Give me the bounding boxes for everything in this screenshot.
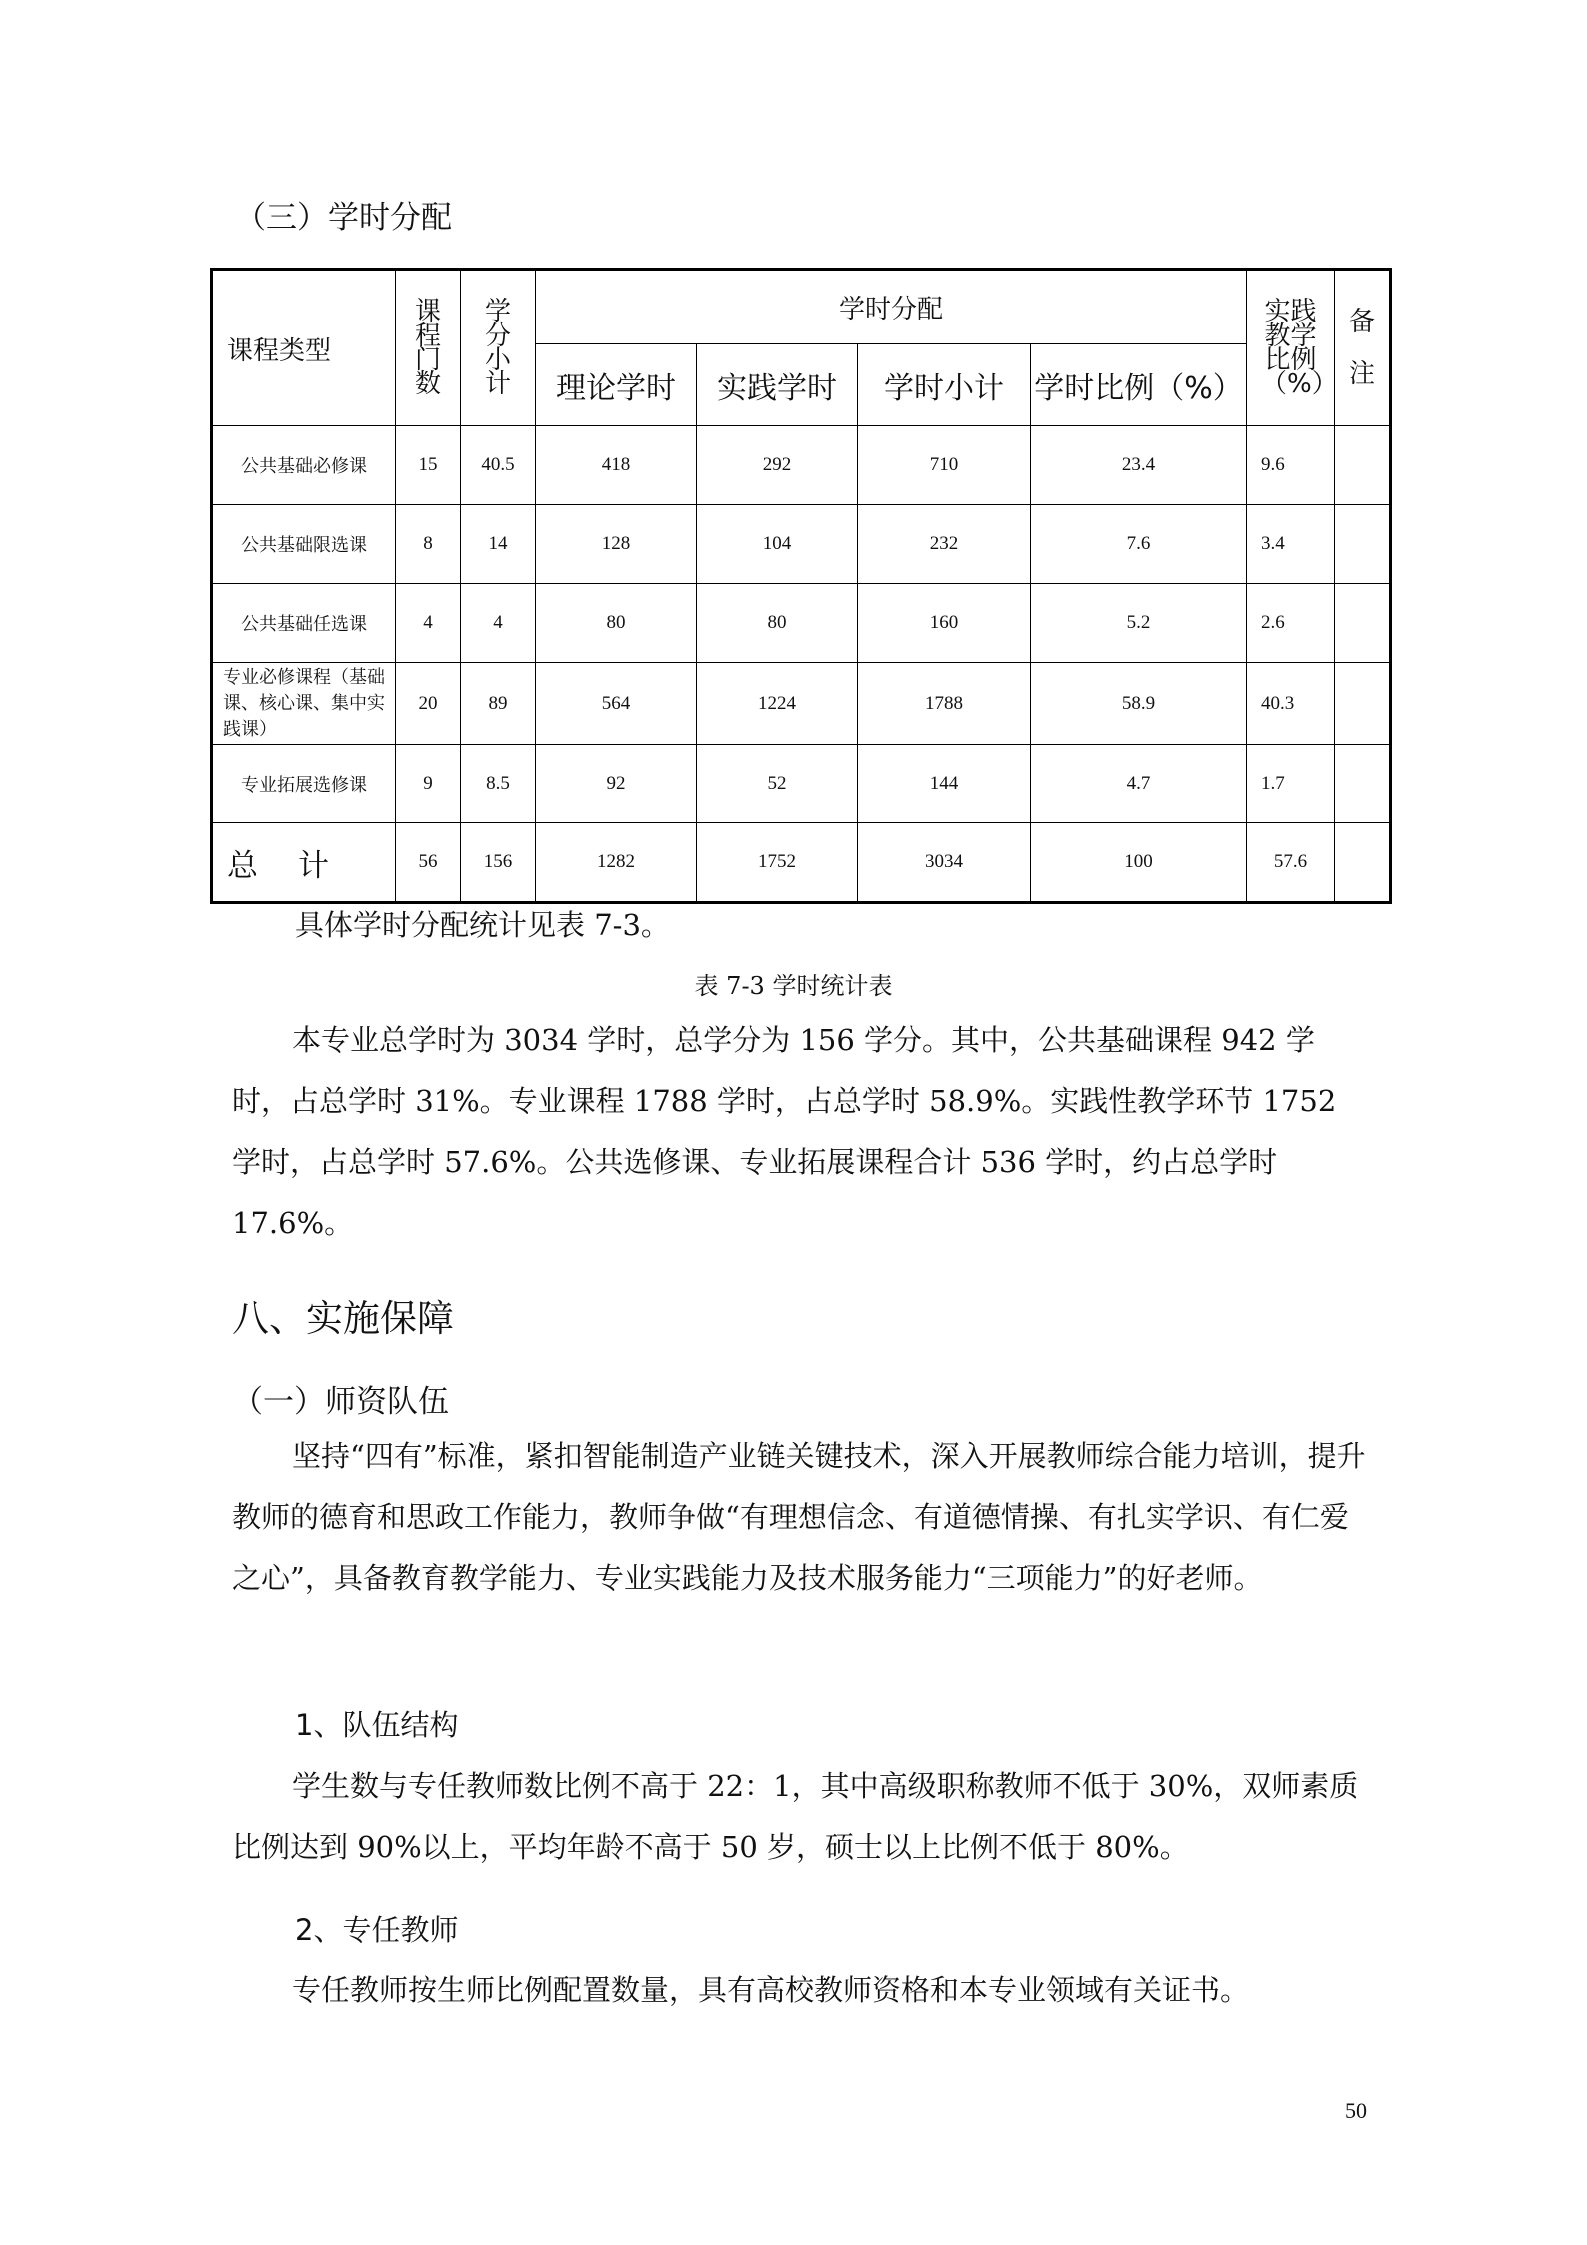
row-count: 20: [396, 663, 461, 745]
header-theory-hours: 理论学时: [536, 344, 697, 426]
total-remark: [1335, 823, 1391, 903]
total-credits: 156: [461, 823, 536, 903]
row-practice: 52: [697, 745, 858, 823]
page-number: 50: [1345, 2098, 1367, 2123]
row-ratio: 4.7: [1031, 745, 1247, 823]
summary-paragraph: 本专业总学时为 3034 学时，总学分为 156 学分。其中，公共基础课程 942 学时，占总学时 31%。专业课程 1788 学时，占总学时 58.9%。实践性教学环节 1752 学时，占总学时 57.6%。公共选修课、专业拓展课程合计 536 学时，约占总学时 17.6%。: [232, 1023, 1337, 1240]
row-theory: 92: [536, 745, 697, 823]
row-name: 公共基础必修课: [212, 426, 396, 505]
header-practice-ratio: 实践教学比例（%）: [1247, 270, 1335, 426]
row-practice: 80: [697, 584, 858, 663]
table-row: [212, 584, 1391, 663]
row-remark: [1335, 426, 1391, 505]
row-count: 8: [396, 505, 461, 584]
row-name: 专业必修课程（基础课、核心课、集中实践课）: [212, 663, 396, 745]
total-count: 56: [396, 823, 461, 903]
note-after-table: 具体学时分配统计见表 7-3。: [295, 908, 670, 942]
row-remark: [1335, 663, 1391, 745]
row-count: 4: [396, 584, 461, 663]
row-credits: 40.5: [461, 426, 536, 505]
hours-table: [210, 268, 1392, 904]
row-remark: [1335, 505, 1391, 584]
header-hours-ratio: 学时比例（%）: [1031, 344, 1247, 426]
row-count: 9: [396, 745, 461, 823]
subsection-heading: （一）师资队伍: [232, 1384, 449, 1420]
row-subtotal: 1788: [858, 663, 1031, 745]
row-ratio: 5.2: [1031, 584, 1247, 663]
item1-paragraph: 学生数与专任教师数比例不高于 22：1，其中高级职称教师不低于 30%，双师素质比例达到 90%以上，平均年龄不高于 50 岁，硕士以上比例不低于 80%。: [232, 1769, 1359, 1864]
table-row: [212, 426, 1391, 505]
row-credits: 14: [461, 505, 536, 584]
total-row: [212, 823, 1391, 903]
row-credits: 89: [461, 663, 536, 745]
chapter-heading: 八、实施保障: [232, 1297, 454, 1340]
row-remark: [1335, 584, 1391, 663]
total-ratio: 100: [1031, 823, 1247, 903]
row-ratio: 7.6: [1031, 505, 1247, 584]
item2-heading: 2、专任教师: [295, 1913, 459, 1947]
row-theory: 418: [536, 426, 697, 505]
section-heading: （三）学时分配: [235, 200, 452, 236]
row-subtotal: 232: [858, 505, 1031, 584]
header-course-count: 课程门数: [396, 270, 461, 426]
header-course-type: 课程类型: [212, 270, 396, 426]
header-hours-distribution: 学时分配: [536, 270, 1247, 344]
row-theory: 80: [536, 584, 697, 663]
row-name: 公共基础任选课: [212, 584, 396, 663]
row-name: 公共基础限选课: [212, 505, 396, 584]
header-hours-subtotal: 学时小计: [858, 344, 1031, 426]
header-remarks: 备注: [1335, 270, 1391, 426]
row-practice: 104: [697, 505, 858, 584]
total-name: 总计: [212, 823, 396, 903]
row-practice-ratio: 9.6: [1247, 426, 1335, 505]
item1-heading: 1、队伍结构: [295, 1708, 459, 1742]
table-row: [212, 745, 1391, 823]
table-row: [212, 505, 1391, 584]
row-ratio: 58.9: [1031, 663, 1247, 745]
row-theory: 564: [536, 663, 697, 745]
teachers-paragraph: 坚持“四有”标准，紧扣智能制造产业链关键技术，深入开展教师综合能力培训，提升教师的德育和思政工作能力，教师争做“有理想信念、有道德情操、有扎实学识、有仁爱之心”，具备教育教学能力、专业实践能力及技术服务能力“三项能力”的好老师。: [232, 1439, 1366, 1595]
row-ratio: 23.4: [1031, 426, 1247, 505]
row-practice-ratio: 1.7: [1247, 745, 1335, 823]
row-practice: 1224: [697, 663, 858, 745]
row-subtotal: 144: [858, 745, 1031, 823]
header-practice-hours: 实践学时: [697, 344, 858, 426]
row-subtotal: 710: [858, 426, 1031, 505]
total-practice: 1752: [697, 823, 858, 903]
row-practice-ratio: 2.6: [1247, 584, 1335, 663]
row-theory: 128: [536, 505, 697, 584]
table-caption: 表 7-3 学时统计表: [694, 972, 893, 1000]
row-credits: 8.5: [461, 745, 536, 823]
total-theory: 1282: [536, 823, 697, 903]
table-row: [212, 663, 1391, 745]
row-name: 专业拓展选修课: [212, 745, 396, 823]
item2-paragraph: 专任教师按生师比例配置数量，具有高校教师资格和本专业领域有关证书。: [292, 1973, 1250, 2007]
row-practice-ratio: 40.3: [1247, 663, 1335, 745]
row-practice-ratio: 3.4: [1247, 505, 1335, 584]
total-subtotal: 3034: [858, 823, 1031, 903]
row-subtotal: 160: [858, 584, 1031, 663]
header-credit-subtotal: 学分小计: [461, 270, 536, 426]
row-practice: 292: [697, 426, 858, 505]
total-practice-ratio: 57.6: [1247, 823, 1335, 903]
row-remark: [1335, 745, 1391, 823]
row-credits: 4: [461, 584, 536, 663]
row-count: 15: [396, 426, 461, 505]
